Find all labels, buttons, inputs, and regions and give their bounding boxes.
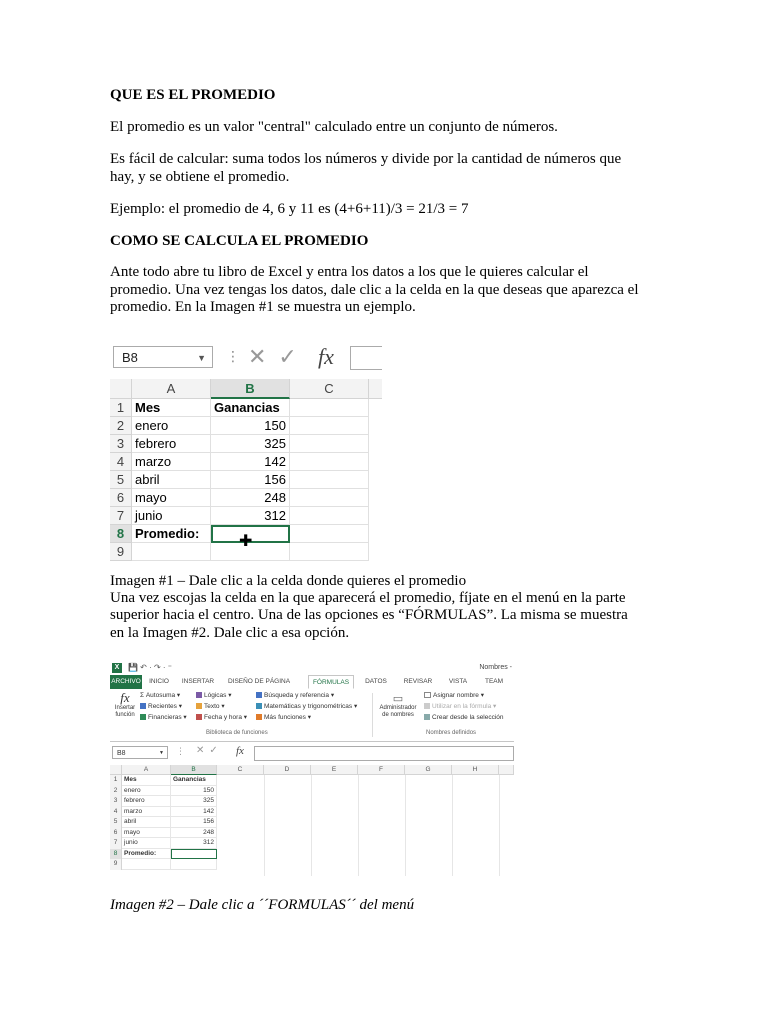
row-header[interactable]: 6 [110, 828, 122, 839]
column-header-next[interactable] [369, 379, 382, 399]
formula-bar [110, 745, 514, 761]
cell-a8[interactable]: Promedio: [132, 525, 211, 543]
grid-line [264, 775, 265, 876]
heading-como-se-calcula: COMO SE CALCULA EL PROMEDIO [110, 233, 369, 249]
tab-inicio[interactable]: INICIO [149, 678, 169, 685]
cell-a8[interactable]: Promedio: [122, 849, 171, 860]
cell-b1[interactable]: Ganancias [211, 399, 290, 417]
question-icon [196, 692, 202, 698]
tab-datos[interactable]: DATOS [365, 678, 387, 685]
formula-input[interactable] [254, 746, 514, 761]
column-header-g[interactable]: G [405, 765, 452, 775]
cell-b3[interactable]: 325 [171, 796, 217, 807]
paragraph-definition: El promedio es un valor "central" calculado entre un conjunto de números. [110, 119, 558, 135]
row-header[interactable]: 4 [110, 807, 122, 818]
column-header-f[interactable]: F [358, 765, 405, 775]
paragraph-instructions-line1: Ante todo abre tu libro de Excel y entra los datos a los que le quieres calcular el [110, 264, 589, 280]
cell-c2[interactable] [290, 417, 369, 435]
fx-icon: fx [120, 690, 130, 705]
row-header[interactable]: 9 [110, 859, 122, 870]
row-header[interactable]: 1 [110, 399, 132, 417]
quick-access-toolbar [110, 661, 514, 675]
cell-b5[interactable]: 156 [211, 471, 290, 489]
more-icon: ⋮ [176, 746, 185, 756]
cell-b1[interactable]: Ganancias [171, 775, 217, 786]
chevron-down-icon[interactable]: ▼ [159, 750, 164, 756]
mas-funciones-button[interactable]: Más funciones ▾ [256, 714, 311, 722]
cell-c5[interactable] [290, 471, 369, 489]
cell-c7[interactable] [290, 507, 369, 525]
tab-vista[interactable]: VISTA [448, 678, 468, 685]
paragraph-easy-line1: Es fácil de calcular: suma todos los números y divide por la cantidad de números que [110, 151, 622, 167]
save-undo-redo-icons[interactable]: 💾 ↶ · ↷ · ⁼ [128, 663, 173, 672]
row-header[interactable]: 8 [110, 525, 132, 543]
insert-function-icon[interactable]: fx [318, 344, 334, 369]
cell-a1[interactable]: Mes [132, 399, 211, 417]
paragraph-instructions-line2: promedio. Una vez tengas los datos, dale clic a la celda en la que deseas que aparezca el [110, 282, 639, 298]
row-header[interactable]: 2 [110, 786, 122, 797]
cell-b6[interactable]: 248 [171, 828, 217, 839]
formula-icon [424, 703, 430, 709]
cell-a1[interactable]: Mes [122, 775, 171, 786]
paragraph-menu-line2: superior hacia el centro. Una de las opciones es “FÓRMULAS”. La misma se muestra [110, 607, 628, 623]
column-header-c[interactable]: C [217, 765, 264, 775]
more-icon: ⋮ [226, 348, 240, 364]
row-header[interactable]: 3 [110, 796, 122, 807]
plus-cursor-icon: ✚ [239, 533, 253, 550]
row-header[interactable]: 3 [110, 435, 132, 453]
row-header[interactable]: 5 [110, 471, 132, 489]
star-icon [140, 703, 146, 709]
grid-icon [424, 714, 430, 720]
cell-b9[interactable] [211, 543, 290, 561]
insert-function-icon[interactable]: fx [236, 745, 244, 757]
text-icon [196, 703, 202, 709]
column-header-c[interactable]: C [290, 379, 369, 399]
column-header-e[interactable]: E [311, 765, 358, 775]
utilizar-formula-button[interactable]: Utilizar en la fórmula ▾ [424, 703, 496, 711]
asignar-nombre-button[interactable]: Asignar nombre ▾ [424, 692, 484, 700]
cell-b4[interactable]: 142 [171, 807, 217, 818]
paragraph-example: Ejemplo: el promedio de 4, 6 y 11 es (4+6+11)/3 = 21/3 = 7 [110, 201, 469, 217]
cell-a3[interactable]: febrero [132, 435, 211, 453]
cell-c9[interactable] [290, 543, 369, 561]
matematicas-button[interactable]: Matemáticas y trigonométricas ▾ [256, 703, 357, 711]
heading-que-es: QUE ES EL PROMEDIO [110, 87, 276, 103]
cell-b8-active[interactable] [171, 849, 217, 860]
column-header-a[interactable]: A [122, 765, 171, 775]
cell-b2[interactable]: 150 [211, 417, 290, 435]
cell-b7[interactable]: 312 [171, 838, 217, 849]
ribbon-tabs [110, 675, 514, 690]
cell-a2[interactable]: enero [122, 786, 171, 797]
formula-bar [110, 336, 382, 380]
cell-b5[interactable]: 156 [171, 817, 217, 828]
cell-a5[interactable]: abril [132, 471, 211, 489]
formula-input[interactable] [350, 346, 382, 370]
cell-a6[interactable]: mayo [132, 489, 211, 507]
paragraph-easy-line2: hay, y se obtiene el promedio. [110, 169, 290, 185]
cell-b3[interactable]: 325 [211, 435, 290, 453]
grid-line [452, 775, 453, 876]
column-header-a[interactable]: A [132, 379, 211, 399]
fecha-hora-button[interactable]: Fecha y hora ▾ [196, 714, 247, 722]
grid-line [405, 775, 406, 876]
row-header[interactable]: 9 [110, 543, 132, 561]
recientes-button[interactable]: Recientes ▾ [140, 703, 182, 711]
busqueda-button[interactable]: Búsqueda y referencia ▾ [256, 692, 334, 700]
grid-line [311, 775, 312, 876]
cell-b4[interactable]: 142 [211, 453, 290, 471]
tab-team[interactable]: TEAM [484, 678, 504, 685]
tab-diseno-pagina[interactable]: DISEÑO DE PÁGINA [227, 678, 291, 685]
paragraph-menu-line3: en la Imagen #2. Dale clic a esa opción. [110, 625, 350, 641]
clock-icon [196, 714, 202, 720]
row-header[interactable]: 5 [110, 817, 122, 828]
column-header-h[interactable]: H [452, 765, 499, 775]
name-manager-icon: ▭ [392, 693, 404, 705]
row-header[interactable]: 4 [110, 453, 132, 471]
window-title: Nombres - [479, 664, 512, 671]
insert-function-button[interactable]: fx Insertar función [114, 690, 136, 718]
cell-c3[interactable] [290, 435, 369, 453]
paragraph-instructions-line3: promedio. En la Imagen #1 se muestra un ejemplo. [110, 299, 416, 315]
select-all-corner[interactable] [110, 765, 122, 775]
tag-icon [424, 692, 431, 698]
search-icon [256, 692, 262, 698]
select-all-corner[interactable] [110, 379, 132, 399]
cell-c6[interactable] [290, 489, 369, 507]
row-header[interactable]: 1 [110, 775, 122, 786]
name-box[interactable]: B8 ▼ [112, 746, 168, 759]
autosuma-button[interactable]: Σ Autosuma ▾ [140, 692, 181, 699]
ribbon-formulas [110, 689, 514, 742]
caption-image-2: Imagen #2 – Dale clic a ´´FORMULAS´´ del menú [110, 897, 415, 913]
group-label-names: Nombres definidos [426, 730, 477, 736]
crear-seleccion-button[interactable]: Crear desde la selección [424, 714, 504, 722]
tab-revisar[interactable]: REVISAR [403, 678, 433, 685]
cancel-confirm-icons: ✕✓ [196, 745, 223, 756]
cell-c1[interactable] [290, 399, 369, 417]
column-header-d[interactable]: D [264, 765, 311, 775]
administrador-nombres-button[interactable]: ▭ Administrador de nombres [376, 693, 420, 719]
paragraph-menu-line1: Una vez escojas la celda en la que aparecerá el promedio, fíjate en el menú en la parte [110, 590, 626, 606]
money-icon [140, 714, 146, 720]
column-header-b[interactable]: B [171, 765, 217, 775]
tab-insertar[interactable]: INSERTAR [181, 678, 215, 685]
cell-a9[interactable] [122, 859, 171, 870]
cancel-confirm-icons: ✕✓ [248, 344, 309, 369]
cell-b6[interactable]: 248 [211, 489, 290, 507]
row-header[interactable]: 6 [110, 489, 132, 507]
row-header[interactable]: 8 [110, 849, 122, 860]
cell-b2[interactable]: 150 [171, 786, 217, 797]
financieras-button[interactable]: Financieras ▾ [140, 714, 187, 722]
cell-a4[interactable]: marzo [132, 453, 211, 471]
cell-c4[interactable] [290, 453, 369, 471]
excel-logo-icon: X [112, 663, 122, 673]
cell-a3[interactable]: febrero [122, 796, 171, 807]
cell-b9[interactable] [171, 859, 217, 870]
group-label-library: Biblioteca de funciones [206, 730, 268, 736]
excel-screenshot-1 [110, 336, 382, 572]
grid-line [499, 775, 500, 876]
cell-a5[interactable]: abril [122, 817, 171, 828]
tab-archivo[interactable]: ARCHIVO [110, 675, 142, 689]
cell-a9[interactable] [132, 543, 211, 561]
chevron-down-icon[interactable]: ▼ [197, 353, 206, 363]
name-box[interactable]: B8 ▼ [113, 346, 213, 368]
grid-line [358, 775, 359, 876]
cell-a7[interactable]: junio [122, 838, 171, 849]
logicas-button[interactable]: Lógicas ▾ [196, 692, 231, 700]
math-icon [256, 703, 262, 709]
cell-b7[interactable]: 312 [211, 507, 290, 525]
cell-a2[interactable]: enero [132, 417, 211, 435]
column-header-next[interactable] [499, 765, 514, 775]
texto-button[interactable]: Texto ▾ [196, 703, 225, 711]
cell-a4[interactable]: marzo [122, 807, 171, 818]
cell-a7[interactable]: junio [132, 507, 211, 525]
row-header[interactable]: 7 [110, 507, 132, 525]
row-header[interactable]: 2 [110, 417, 132, 435]
sigma-icon: Σ [140, 692, 145, 699]
caption-image-1: Imagen #1 – Dale clic a la celda donde quieres el promedio [110, 573, 467, 589]
more-functions-icon [256, 714, 262, 720]
cell-c8[interactable] [290, 525, 369, 543]
ribbon-divider [372, 693, 373, 737]
cell-a6[interactable]: mayo [122, 828, 171, 839]
tab-formulas[interactable]: FÓRMULAS [308, 675, 354, 689]
column-header-b[interactable]: B [211, 379, 290, 399]
excel-screenshot-2 [110, 661, 514, 876]
row-header[interactable]: 7 [110, 838, 122, 849]
